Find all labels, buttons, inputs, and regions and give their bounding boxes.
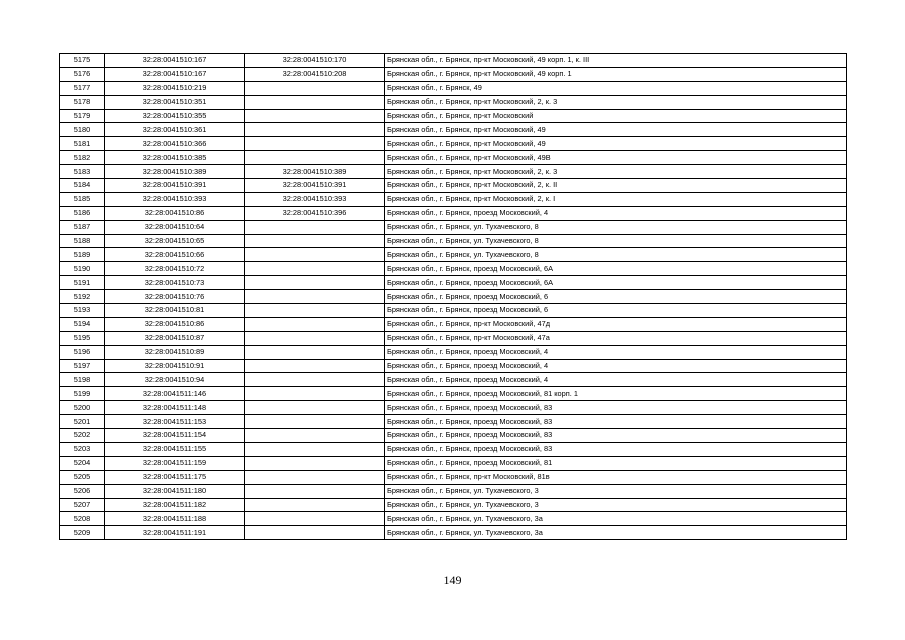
table-row: [60, 429, 847, 443]
row-number-cell: 5206: [60, 484, 105, 498]
cadastral-number-cell: 32:28:0041510:76: [105, 290, 245, 304]
address-cell: Брянская обл., г. Брянск, пр-кт Московский, 47д: [385, 317, 847, 331]
related-number-cell: [245, 456, 385, 470]
table-row: [60, 359, 847, 373]
table-row: [60, 317, 847, 331]
cadastral-number-cell: 32:28:0041510:219: [105, 81, 245, 95]
address-cell: Брянская обл., г. Брянск, пр-кт Московский, 49: [385, 123, 847, 137]
address-cell: Брянская обл., г. Брянск, пр-кт Московский, 49 корп. 1, к. III: [385, 54, 847, 68]
address-cell: Брянская обл., г. Брянск, пр-кт Московский, 2, к. 3: [385, 165, 847, 179]
row-number-cell: 5186: [60, 206, 105, 220]
related-number-cell: [245, 429, 385, 443]
table-row: [60, 387, 847, 401]
related-number-cell: [245, 331, 385, 345]
address-cell: Брянская обл., г. Брянск, проезд Московский, 81 корп. 1: [385, 387, 847, 401]
related-number-cell: [245, 415, 385, 429]
cadastral-number-cell: 32:28:0041510:167: [105, 54, 245, 68]
table-row: [60, 290, 847, 304]
row-number-cell: 5183: [60, 165, 105, 179]
table-row: [60, 109, 847, 123]
related-number-cell: [245, 95, 385, 109]
cadastral-number-cell: 32:28:0041510:91: [105, 359, 245, 373]
related-number-cell: [245, 512, 385, 526]
row-number-cell: 5177: [60, 81, 105, 95]
cadastral-table: [59, 53, 847, 540]
address-cell: Брянская обл., г. Брянск, ул. Тухачевского, 3: [385, 498, 847, 512]
row-number-cell: 5205: [60, 470, 105, 484]
cadastral-number-cell: 32:28:0041510:64: [105, 220, 245, 234]
address-cell: Брянская обл., г. Брянск, ул. Тухачевского, 3а: [385, 526, 847, 540]
related-number-cell: [245, 470, 385, 484]
row-number-cell: 5194: [60, 317, 105, 331]
address-cell: Брянская обл., г. Брянск, ул. Тухачевского, 3: [385, 484, 847, 498]
table-row: [60, 248, 847, 262]
related-number-cell: [245, 234, 385, 248]
cadastral-number-cell: 32:28:0041510:72: [105, 262, 245, 276]
address-cell: Брянская обл., г. Брянск, пр-кт Московский, 81в: [385, 470, 847, 484]
related-number-cell: [245, 498, 385, 512]
table-row: [60, 165, 847, 179]
cadastral-number-cell: 32:28:0041510:167: [105, 67, 245, 81]
address-cell: Брянская обл., г. Брянск, проезд Московский, 6А: [385, 262, 847, 276]
related-number-cell: [245, 442, 385, 456]
cadastral-number-cell: 32:28:0041510:389: [105, 165, 245, 179]
address-cell: Брянская обл., г. Брянск, 49: [385, 81, 847, 95]
address-cell: Брянская обл., г. Брянск, пр-кт Московский, 2, к. II: [385, 179, 847, 193]
cadastral-number-cell: 32:28:0041510:66: [105, 248, 245, 262]
address-cell: Брянская обл., г. Брянск, проезд Московский, 4: [385, 359, 847, 373]
address-cell: Брянская обл., г. Брянск, пр-кт Московский, 2, к. 3: [385, 95, 847, 109]
page-number: 149: [443, 573, 462, 587]
cadastral-number-cell: 32:28:0041511:159: [105, 456, 245, 470]
table-row: [60, 526, 847, 540]
cadastral-number-cell: 32:28:0041511:191: [105, 526, 245, 540]
table-row: [60, 67, 847, 81]
table-row: [60, 512, 847, 526]
address-cell: Брянская обл., г. Брянск, ул. Тухачевского, 8: [385, 248, 847, 262]
table-row: [60, 415, 847, 429]
table-body: [60, 54, 847, 540]
related-number-cell: 32:28:0041510:396: [245, 206, 385, 220]
cadastral-number-cell: 32:28:0041510:385: [105, 151, 245, 165]
related-number-cell: [245, 387, 385, 401]
row-number-cell: 5188: [60, 234, 105, 248]
cadastral-number-cell: 32:28:0041511:155: [105, 442, 245, 456]
address-cell: Брянская обл., г. Брянск, проезд Московский, 6: [385, 304, 847, 318]
cadastral-number-cell: 32:28:0041510:393: [105, 192, 245, 206]
table-row: [60, 304, 847, 318]
cadastral-number-cell: 32:28:0041510:351: [105, 95, 245, 109]
row-number-cell: 5179: [60, 109, 105, 123]
related-number-cell: [245, 484, 385, 498]
address-cell: Брянская обл., г. Брянск, проезд Московский, 6: [385, 290, 847, 304]
cadastral-number-cell: 32:28:0041511:153: [105, 415, 245, 429]
related-number-cell: [245, 401, 385, 415]
cadastral-number-cell: 32:28:0041511:148: [105, 401, 245, 415]
address-cell: Брянская обл., г. Брянск, ул. Тухачевского, 3а: [385, 512, 847, 526]
row-number-cell: 5208: [60, 512, 105, 526]
row-number-cell: 5178: [60, 95, 105, 109]
address-cell: Брянская обл., г. Брянск, пр-кт Московский: [385, 109, 847, 123]
related-number-cell: 32:28:0041510:389: [245, 165, 385, 179]
row-number-cell: 5203: [60, 442, 105, 456]
row-number-cell: 5180: [60, 123, 105, 137]
related-number-cell: [245, 248, 385, 262]
address-cell: Брянская обл., г. Брянск, ул. Тухачевского, 8: [385, 234, 847, 248]
related-number-cell: [245, 373, 385, 387]
table-row: [60, 276, 847, 290]
table-row: [60, 206, 847, 220]
cadastral-number-cell: 32:28:0041510:355: [105, 109, 245, 123]
table-row: [60, 54, 847, 68]
table-row: [60, 470, 847, 484]
table-row: [60, 498, 847, 512]
table-row: [60, 345, 847, 359]
row-number-cell: 5193: [60, 304, 105, 318]
address-cell: Брянская обл., г. Брянск, проезд Московский, 6А: [385, 276, 847, 290]
row-number-cell: 5191: [60, 276, 105, 290]
cadastral-number-cell: 32:28:0041510:94: [105, 373, 245, 387]
address-cell: Брянская обл., г. Брянск, пр-кт Московский, 49 корп. 1: [385, 67, 847, 81]
row-number-cell: 5189: [60, 248, 105, 262]
related-number-cell: [245, 359, 385, 373]
related-number-cell: [245, 304, 385, 318]
related-number-cell: 32:28:0041510:391: [245, 179, 385, 193]
related-number-cell: 32:28:0041510:393: [245, 192, 385, 206]
row-number-cell: 5207: [60, 498, 105, 512]
table-row: [60, 234, 847, 248]
row-number-cell: 5198: [60, 373, 105, 387]
cadastral-number-cell: 32:28:0041511:175: [105, 470, 245, 484]
row-number-cell: 5187: [60, 220, 105, 234]
related-number-cell: [245, 123, 385, 137]
row-number-cell: 5182: [60, 151, 105, 165]
related-number-cell: 32:28:0041510:208: [245, 67, 385, 81]
address-cell: Брянская обл., г. Брянск, проезд Московский, 83: [385, 401, 847, 415]
row-number-cell: 5196: [60, 345, 105, 359]
address-cell: Брянская обл., г. Брянск, проезд Московский, 4: [385, 373, 847, 387]
table-row: [60, 401, 847, 415]
related-number-cell: [245, 290, 385, 304]
cadastral-number-cell: 32:28:0041510:81: [105, 304, 245, 318]
address-cell: Брянская обл., г. Брянск, пр-кт Московский, 47а: [385, 331, 847, 345]
address-cell: Брянская обл., г. Брянск, проезд Московский, 81: [385, 456, 847, 470]
address-cell: Брянская обл., г. Брянск, проезд Московский, 83: [385, 415, 847, 429]
cadastral-number-cell: 32:28:0041510:86: [105, 317, 245, 331]
related-number-cell: [245, 526, 385, 540]
cadastral-number-cell: 32:28:0041511:154: [105, 429, 245, 443]
table-row: [60, 192, 847, 206]
table-row: [60, 81, 847, 95]
table-row: [60, 442, 847, 456]
related-number-cell: [245, 262, 385, 276]
row-number-cell: 5190: [60, 262, 105, 276]
cadastral-number-cell: 32:28:0041510:65: [105, 234, 245, 248]
table-row: [60, 95, 847, 109]
related-number-cell: [245, 137, 385, 151]
cadastral-number-cell: 32:28:0041511:180: [105, 484, 245, 498]
cadastral-number-cell: 32:28:0041511:146: [105, 387, 245, 401]
row-number-cell: 5195: [60, 331, 105, 345]
row-number-cell: 5204: [60, 456, 105, 470]
row-number-cell: 5197: [60, 359, 105, 373]
table-row: [60, 331, 847, 345]
related-number-cell: [245, 109, 385, 123]
related-number-cell: [245, 81, 385, 95]
related-number-cell: [245, 276, 385, 290]
related-number-cell: [245, 151, 385, 165]
row-number-cell: 5202: [60, 429, 105, 443]
cadastral-number-cell: 32:28:0041511:188: [105, 512, 245, 526]
address-cell: Брянская обл., г. Брянск, пр-кт Московский, 49: [385, 137, 847, 151]
table-row: [60, 262, 847, 276]
related-number-cell: 32:28:0041510:170: [245, 54, 385, 68]
cadastral-number-cell: 32:28:0041510:391: [105, 179, 245, 193]
table-row: [60, 137, 847, 151]
address-cell: Брянская обл., г. Брянск, проезд Московский, 4: [385, 206, 847, 220]
table-row: [60, 123, 847, 137]
table-row: [60, 179, 847, 193]
row-number-cell: 5181: [60, 137, 105, 151]
cadastral-number-cell: 32:28:0041510:366: [105, 137, 245, 151]
related-number-cell: [245, 345, 385, 359]
address-cell: Брянская обл., г. Брянск, проезд Московский, 83: [385, 429, 847, 443]
cadastral-number-cell: 32:28:0041511:182: [105, 498, 245, 512]
address-cell: Брянская обл., г. Брянск, проезд Московский, 83: [385, 442, 847, 456]
table-row: [60, 373, 847, 387]
cadastral-number-cell: 32:28:0041510:87: [105, 331, 245, 345]
row-number-cell: 5192: [60, 290, 105, 304]
row-number-cell: 5175: [60, 54, 105, 68]
row-number-cell: 5200: [60, 401, 105, 415]
cadastral-number-cell: 32:28:0041510:86: [105, 206, 245, 220]
row-number-cell: 5201: [60, 415, 105, 429]
address-cell: Брянская обл., г. Брянск, ул. Тухачевского, 8: [385, 220, 847, 234]
row-number-cell: 5185: [60, 192, 105, 206]
cadastral-number-cell: 32:28:0041510:361: [105, 123, 245, 137]
related-number-cell: [245, 220, 385, 234]
row-number-cell: 5176: [60, 67, 105, 81]
row-number-cell: 5184: [60, 179, 105, 193]
address-cell: Брянская обл., г. Брянск, пр-кт Московский, 49В: [385, 151, 847, 165]
address-cell: Брянская обл., г. Брянск, проезд Московский, 4: [385, 345, 847, 359]
table-row: [60, 484, 847, 498]
cadastral-number-cell: 32:28:0041510:73: [105, 276, 245, 290]
related-number-cell: [245, 317, 385, 331]
table-row: [60, 220, 847, 234]
table-row: [60, 151, 847, 165]
table-row: [60, 456, 847, 470]
cadastral-number-cell: 32:28:0041510:89: [105, 345, 245, 359]
row-number-cell: 5209: [60, 526, 105, 540]
row-number-cell: 5199: [60, 387, 105, 401]
address-cell: Брянская обл., г. Брянск, пр-кт Московский, 2, к. I: [385, 192, 847, 206]
